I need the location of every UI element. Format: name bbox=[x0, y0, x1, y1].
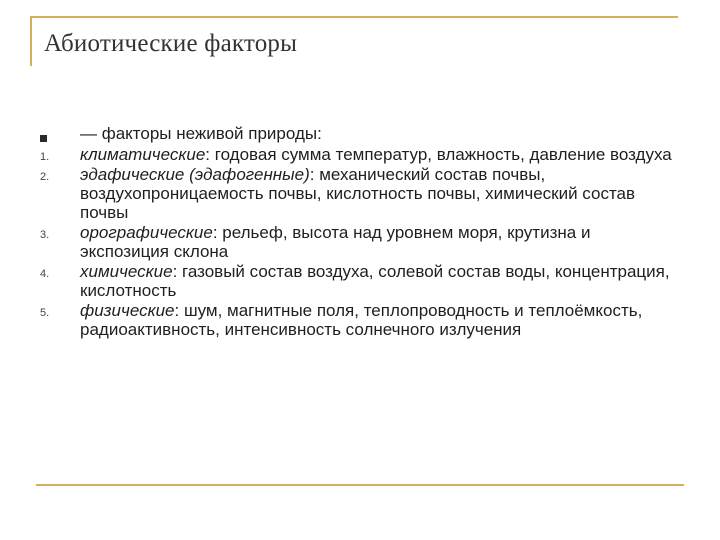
list-number: 3. bbox=[40, 229, 50, 241]
list-item-text bbox=[80, 165, 680, 222]
list-item bbox=[40, 165, 680, 223]
list-number: 1. bbox=[40, 151, 50, 163]
frame-left-rule bbox=[30, 16, 32, 66]
list-item bbox=[40, 223, 680, 262]
list-item-term: климатические bbox=[80, 145, 206, 164]
list-item-description: : шум, магнитные поля, теплопроводность и теплоёмкость, радиоактивность, интенсивность солнечного излучения bbox=[80, 301, 643, 339]
list-item-text bbox=[80, 301, 680, 339]
list-item-term: физические bbox=[80, 301, 175, 320]
list-number: 4. bbox=[40, 268, 50, 280]
slide-title: Абиотические факторы bbox=[44, 30, 298, 57]
list-item-description: : газовый состав воздуха, солевой состав воды, концентрация, кислотность bbox=[80, 262, 670, 300]
list-number: 2. bbox=[40, 171, 50, 183]
list-item-text bbox=[80, 145, 672, 164]
list-item-term: химические bbox=[80, 262, 173, 281]
list-item-text bbox=[80, 262, 680, 300]
list-item bbox=[40, 145, 680, 165]
list-item bbox=[40, 301, 680, 340]
list-item-description: : годовая сумма температур, влажность, давление воздуха bbox=[205, 145, 672, 164]
intro-row bbox=[40, 124, 680, 145]
square-bullet-icon bbox=[40, 124, 80, 145]
intro-text: — факторы неживой природы: bbox=[80, 124, 322, 143]
frame-bottom-rule bbox=[36, 484, 684, 486]
slide-content bbox=[40, 124, 680, 340]
list-item-term: орографические bbox=[80, 223, 213, 242]
list-item-term: эдафические (эдафогенные) bbox=[80, 165, 310, 184]
list-item-description: : рельеф, высота над уровнем моря, крутизна и экспозиция склона bbox=[80, 223, 591, 261]
list-item-description: : механический состав почвы, воздухопроницаемость почвы, кислотность почвы, химический состав почвы bbox=[80, 165, 636, 222]
list-item-text bbox=[80, 223, 680, 261]
list-number: 5. bbox=[40, 307, 50, 319]
list-item bbox=[40, 262, 680, 301]
frame-top-rule bbox=[30, 16, 678, 18]
